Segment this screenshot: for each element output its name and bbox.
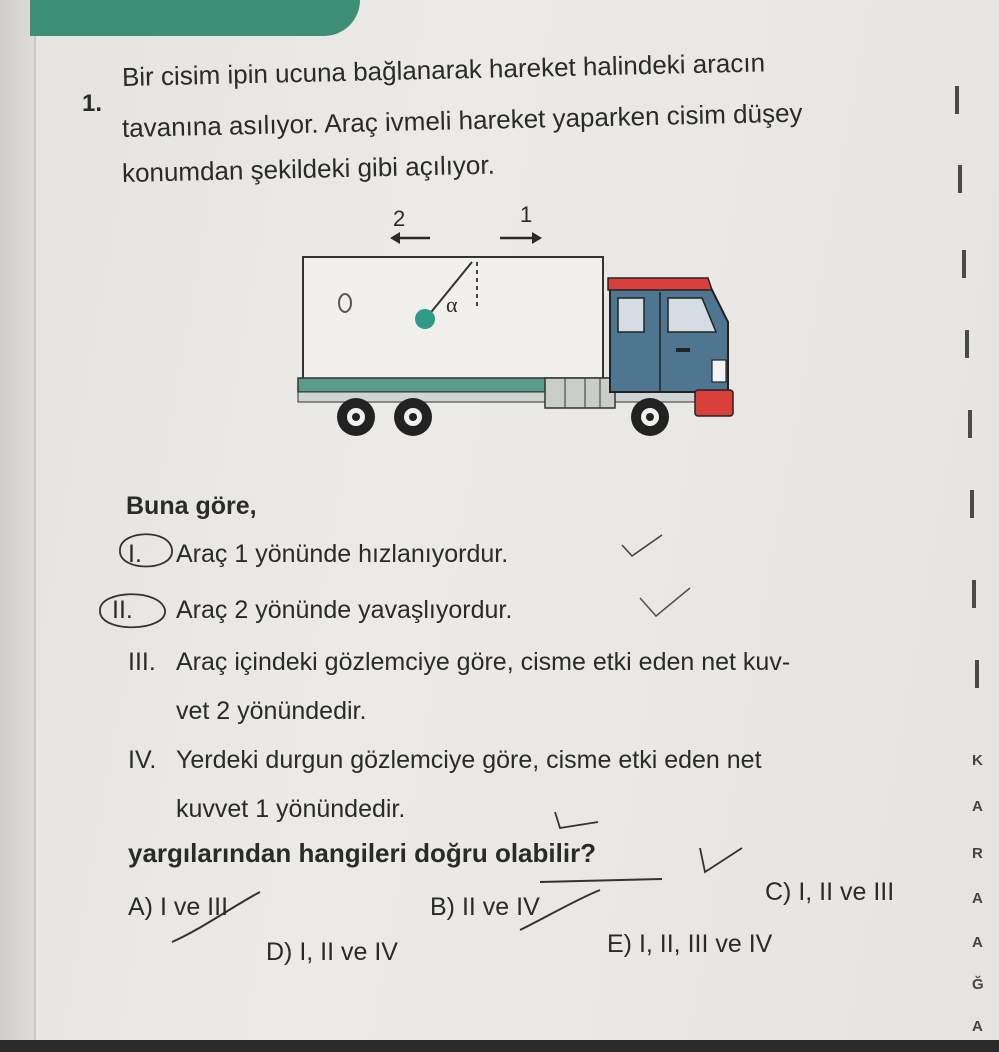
question-number: 1. (82, 90, 103, 117)
lead-text: Buna göre, (126, 492, 257, 520)
question-line-1: Bir cisim ipin ucuna bağlanarak hareket halindeki aracın (121, 47, 766, 92)
arrow-1-head (532, 232, 542, 244)
side-letter: Ğ (972, 976, 984, 993)
side-letter: K (972, 752, 983, 769)
wheel-front (631, 398, 669, 436)
side-letter: A (972, 890, 983, 907)
statement-4-text: Yerdeki durgun gözlemciye göre, cisme etki eden net (176, 746, 762, 774)
question-prompt: yargılarından hangileri doğru olabilir? (128, 838, 597, 868)
question-line-3: konumdan şekildeki gibi açılıyor. (121, 149, 496, 188)
margin-bar (968, 410, 972, 438)
statement-4-text-cont: kuvvet 1 yönündedir. (176, 795, 406, 823)
side-letter: A (972, 934, 983, 951)
angle-label: α (446, 292, 458, 317)
side-letter: A (972, 798, 983, 815)
margin-bar (965, 330, 969, 358)
margin-bar (958, 165, 962, 193)
margin-bar (972, 580, 976, 608)
statement-1-text: Araç 1 yönünde hızlanıyordur. (176, 540, 509, 568)
check-mark-i (622, 535, 662, 556)
side-letter: R (972, 845, 983, 862)
statement-4-roman: IV. (128, 746, 157, 774)
arrow-2-head (390, 232, 400, 244)
check-mark-prompt (700, 848, 742, 872)
margin-bar (975, 660, 979, 688)
side-letter: A (972, 1018, 983, 1035)
option-a[interactable]: A) I ve III (128, 893, 229, 921)
pendulum-bob (415, 309, 435, 329)
cargo-box (303, 257, 603, 379)
direction-1-label: 1 (520, 202, 533, 227)
underline-b (540, 879, 662, 882)
front-bumper (695, 390, 733, 416)
truck-roof (608, 278, 712, 290)
statement-1-roman: I. (128, 540, 142, 568)
margin-bar (970, 490, 974, 518)
option-e[interactable]: E) I, II, III ve IV (607, 930, 773, 958)
margin-bar (962, 250, 966, 278)
door-handle (676, 348, 690, 352)
option-b[interactable]: B) II ve IV (430, 893, 540, 921)
statement-3-text-cont: vet 2 yönündedir. (176, 697, 367, 725)
statement-3-roman: III. (128, 648, 156, 676)
question-line-2: tavanına asılıyor. Araç ivmeli hareket yaparken cisim düşey (121, 97, 803, 143)
statement-2-roman: II. (112, 596, 133, 624)
wheel-rear-2 (394, 398, 432, 436)
statement-3-text: Araç içindeki gözlemciye göre, cisme etki eden net kuv- (176, 648, 791, 676)
statement-2-text: Araç 2 yönünde yavaşlıyordur. (176, 596, 513, 624)
check-mark-ii (640, 588, 690, 616)
fuel-tank (545, 378, 615, 408)
check-mark-iv (555, 812, 598, 828)
cab-window-rear (618, 298, 644, 332)
option-d[interactable]: D) I, II ve IV (266, 938, 398, 966)
wheel-rear-1 (337, 398, 375, 436)
direction-2-label: 2 (393, 206, 406, 231)
margin-bar (955, 86, 959, 114)
option-c[interactable]: C) I, II ve III (765, 878, 895, 906)
headlight (712, 360, 726, 382)
